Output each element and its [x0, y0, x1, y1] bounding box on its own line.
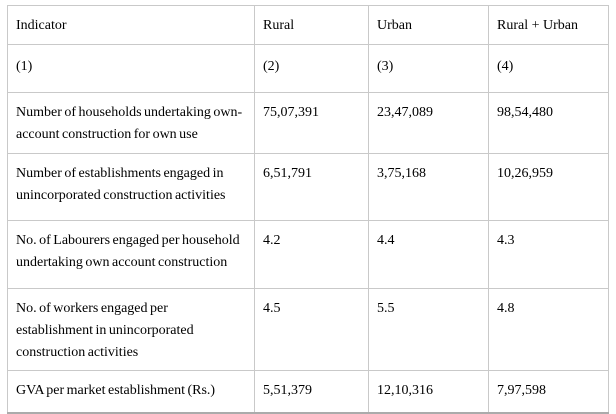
header-cell-urban: Urban [369, 6, 489, 45]
cell-indicator: GVA per market establishment (Rs.) [8, 371, 255, 413]
colnum-cell-2: (2) [255, 45, 369, 93]
cell-indicator: Number of establishments engaged in unincorporated construction activities [8, 154, 255, 221]
indicators-table-container [7, 5, 609, 414]
cell-urban: 3,75,168 [369, 154, 489, 221]
cell-rural: 6,51,791 [255, 154, 369, 221]
indicators-table [7, 5, 609, 414]
cell-urban: 4.4 [369, 221, 489, 289]
cell-rural-urban: 4.8 [489, 289, 609, 371]
cell-rural: 75,07,391 [255, 93, 369, 154]
table-row-labourers [8, 221, 609, 289]
header-cell-indicator: Indicator [8, 6, 255, 45]
colnum-cell-4: (4) [489, 45, 609, 93]
cell-rural-urban: 4.3 [489, 221, 609, 289]
header-cell-rural: Rural [255, 6, 369, 45]
cell-indicator: No. of workers engaged per establishment in unincorporated construction activities [8, 289, 255, 371]
cell-indicator: Number of households undertaking own-account construction for own use [8, 93, 255, 154]
cell-rural-urban: 10,26,959 [489, 154, 609, 221]
cell-rural: 4.5 [255, 289, 369, 371]
cell-rural: 4.2 [255, 221, 369, 289]
table-row-establishments [8, 154, 609, 221]
colnum-cell-1: (1) [8, 45, 255, 93]
cell-urban: 5.5 [369, 289, 489, 371]
cell-rural-urban: 7,97,598 [489, 371, 609, 413]
cell-rural: 5,51,379 [255, 371, 369, 413]
header-cell-rural-urban: Rural + Urban [489, 6, 609, 45]
cell-rural-urban: 98,54,480 [489, 93, 609, 154]
table-row-gva [8, 371, 609, 413]
cell-indicator: No. of Labourers engaged per household undertaking own account construction [8, 221, 255, 289]
cell-urban: 12,10,316 [369, 371, 489, 413]
header-row [8, 6, 609, 45]
cell-urban: 23,47,089 [369, 93, 489, 154]
column-number-row [8, 45, 609, 93]
table-row-workers [8, 289, 609, 371]
table-row-households [8, 93, 609, 154]
colnum-cell-3: (3) [369, 45, 489, 93]
